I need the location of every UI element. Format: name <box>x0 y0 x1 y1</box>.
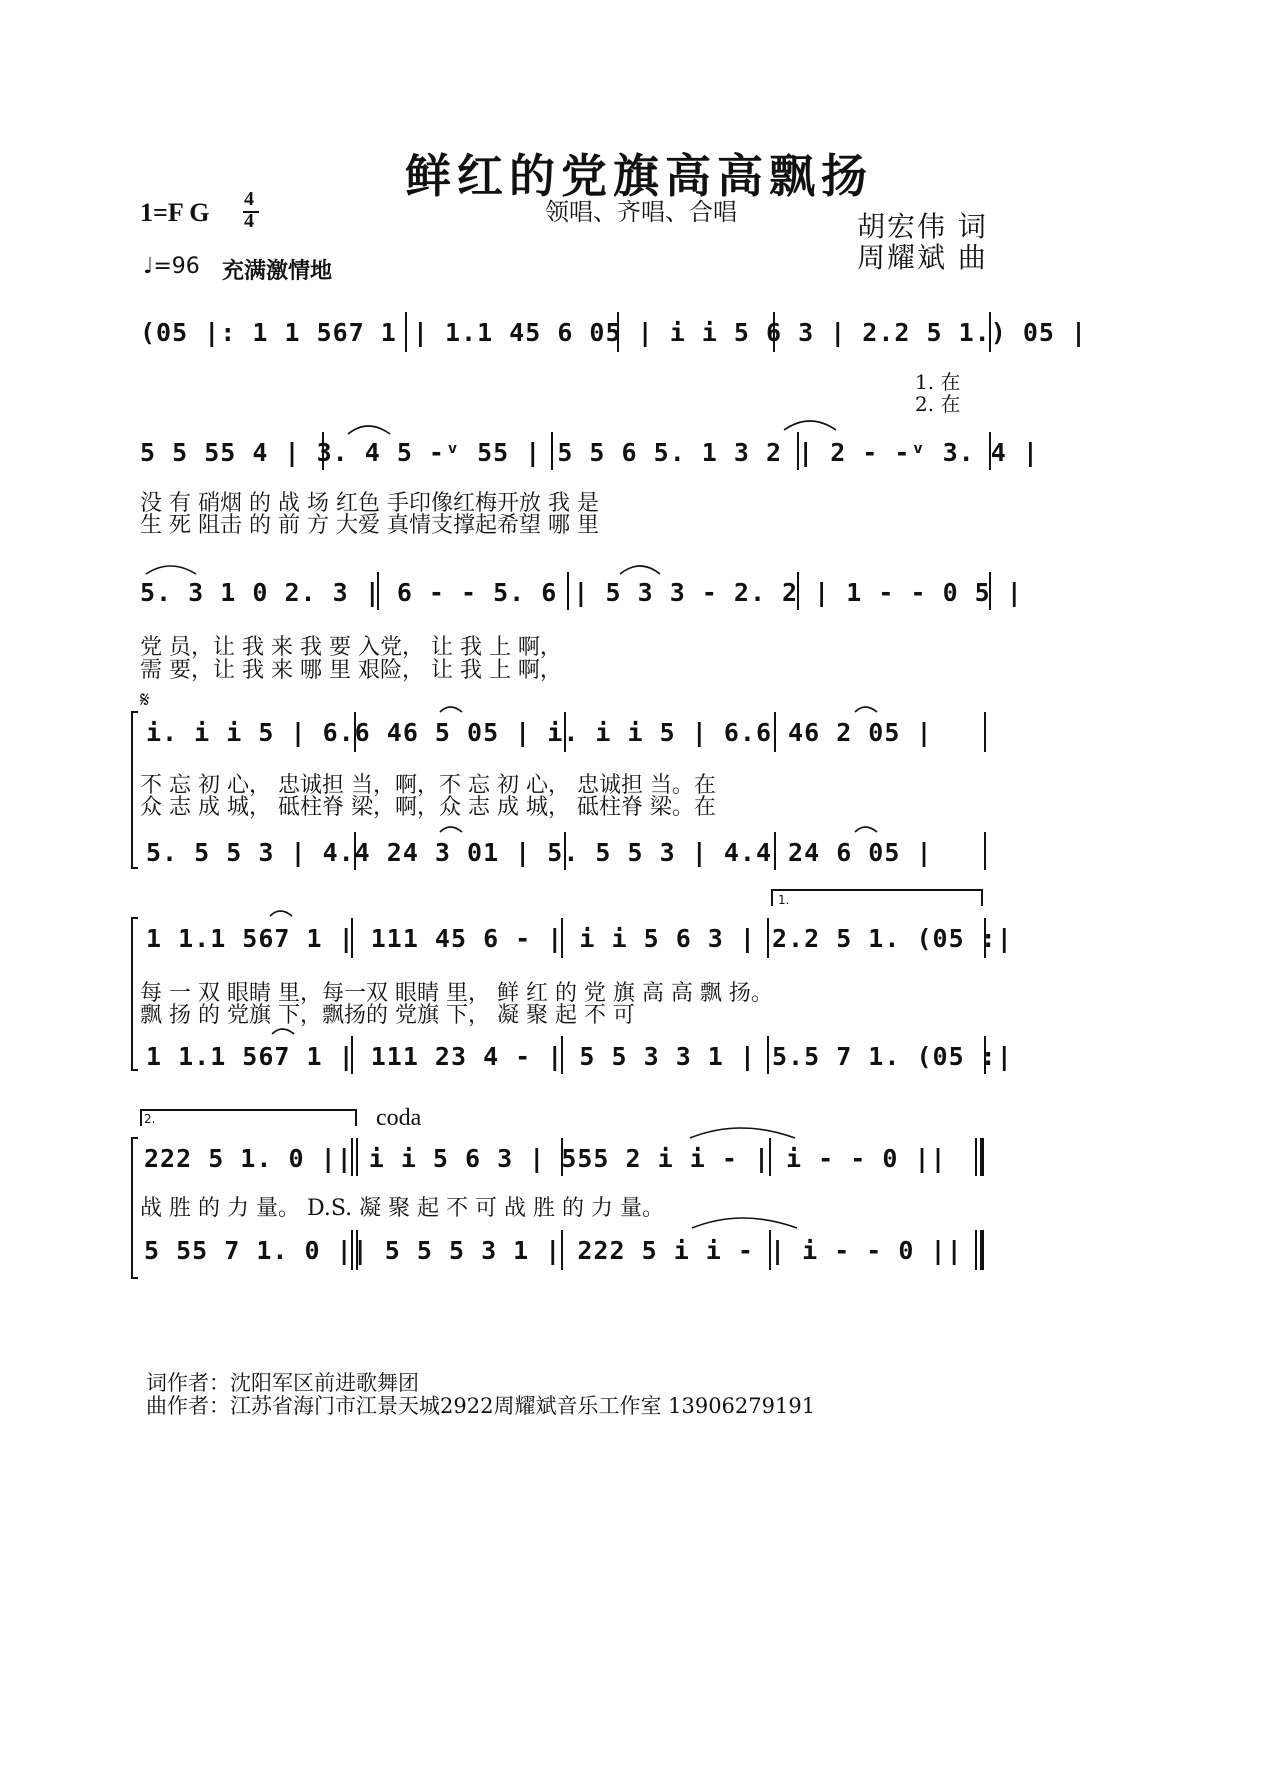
lyrics-row-2-verse-1: 没 有 硝烟 的 战 场 红色 手印像红梅开放 我 是 <box>140 491 599 516</box>
score-row-6-lower: 5 55 7 1. 0 || 5 5 5 3 1 | 222 5 i i - | i - - 0 || <box>144 1236 963 1265</box>
score-row-4-lower: 5. 5 5 3 | 4.4 24 3 01 | 5. 5 5 3 | 4.4 24 6 05 | <box>146 838 933 867</box>
performance-form: 领唱、齐唱、合唱 <box>545 198 737 226</box>
song-title: 鲜红的党旗高高飘扬 <box>405 149 873 203</box>
tempo-mark: ♩=96 <box>143 254 200 279</box>
lyrics-row-6: 战 胜 的 力 量。 D.S. 凝 聚 起 不 可 战 胜 的 力 量。 <box>140 1196 665 1221</box>
composer-footer: 曲作者：江苏省海门市江景天城2922周耀斌音乐工作室 13906279191 <box>146 1394 816 1418</box>
lyricist-footer: 词作者：沈阳军区前进歌舞团 <box>146 1371 419 1395</box>
score-row-4-upper: i. i i 5 | 6.6 46 5 05 | i. i i 5 | 6.6 46 2 05 | <box>146 718 933 747</box>
lyrics-row-5-verse-1: 每 一 双 眼睛 里，每一双 眼睛 里， 鲜 红 的 党 旗 高 高 飘 扬。 <box>140 981 773 1006</box>
lyricist-credit: 胡宏伟 词 <box>857 210 988 243</box>
expression-mark: 充满激情地 <box>222 259 333 284</box>
lyrics-row-4-verse-1: 不 忘 初 心， 忠诚担 当，啊，不 忘 初 心， 忠诚担 当。在 <box>140 773 716 798</box>
score-row-2: 5 5 55 4 | 3. 4 5 -ᵛ 55 | 5 5 6 5. 1 3 2 | 2 - -ᵛ 3. 4 | <box>140 438 1039 467</box>
lyrics-row-4-verse-2: 众 志 成 城， 砥柱脊 梁，啊，众 志 成 城， 砥柱脊 梁。在 <box>140 795 716 820</box>
lyrics-row-3-verse-1: 党 员，让 我 来 我 要 入党， 让 我 上 啊， <box>140 635 562 660</box>
score-row-1: (05 |: 1 1 567 1 | 1.1 45 6 05 | i i 5 6 3 | 2.2 5 1.) 05 | <box>140 318 1088 347</box>
volta-1-label: 1. <box>778 893 790 907</box>
score-row-5-upper: 1 1.1 567 1 | 111 45 6 - | i i 5 6 3 | 2.2 5 1. (05 :| <box>146 924 1013 953</box>
lyrics-row-2-verse-2: 生 死 阻击 的 前 方 大爱 真情支撑起希望 哪 里 <box>140 513 599 538</box>
coda-label: coda <box>376 1105 422 1131</box>
lyrics-row-3-verse-2: 需 要，让 我 来 哪 里 艰险， 让 我 上 啊， <box>140 658 562 683</box>
score-row-6-upper: 222 5 1. 0 || i i 5 6 3 | 555 2 i i - | i - - 0 || <box>144 1144 947 1173</box>
segno-sign: 𝄋 <box>140 688 150 713</box>
time-signature-top: 4 <box>244 188 254 210</box>
lyrics-row-5-verse-2: 飘 扬 的 党旗 下，飘扬的 党旗 下， 凝 聚 起 不 可 <box>140 1003 635 1028</box>
pickup-lyric-1: 1. 在 <box>915 370 961 394</box>
score-row-3: 5. 3 1 0 2. 3 | 6 - - 5. 6 | 5 3 3 - 2. 2 | 1 - - 0 5 | <box>140 578 1023 607</box>
composer-credit: 周耀斌 曲 <box>857 241 988 274</box>
key-signature: 1=F G <box>140 198 210 227</box>
pickup-lyric-2: 2. 在 <box>915 392 961 416</box>
score-row-5-lower: 1 1.1 567 1 | 111 23 4 - | 5 5 3 3 1 | 5.5 7 1. (05 :| <box>146 1042 1013 1071</box>
time-signature-bottom: 4 <box>244 210 254 232</box>
volta-2-label: 2. <box>144 1112 156 1126</box>
